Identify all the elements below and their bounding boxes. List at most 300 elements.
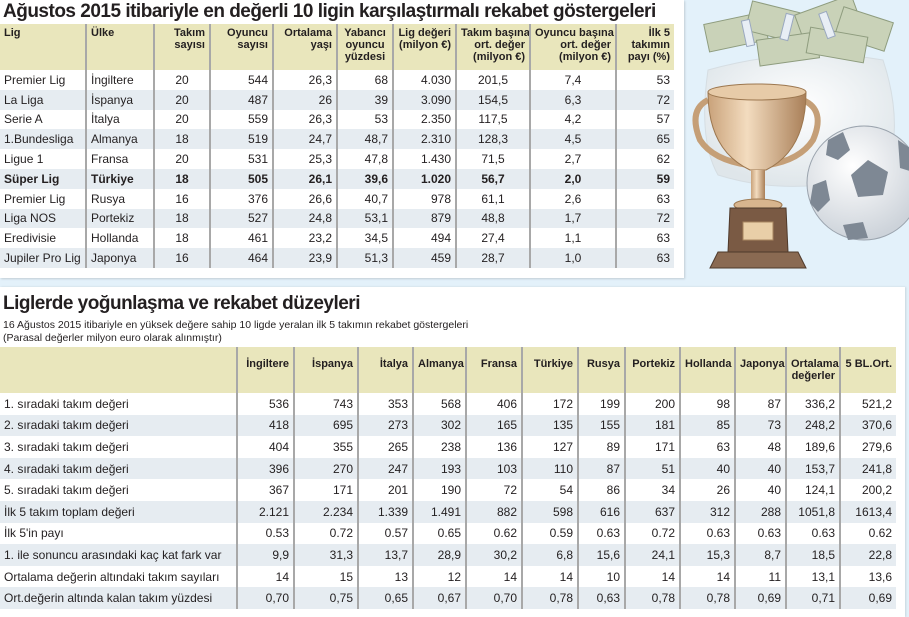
value-cell: 4,2 [530,110,616,130]
value-cell: 25,3 [273,149,337,169]
table-row [0,149,674,169]
value-cell: 39 [337,90,393,110]
table-row [0,566,896,588]
table-row [0,523,896,545]
value-cell: 494 [393,228,456,248]
value-cell: 26,3 [273,110,337,130]
value-cell: 0.63 [680,523,735,545]
value-cell: 0.62 [840,523,896,545]
header-line: değerler [791,370,835,382]
value-cell: 544 [210,70,273,90]
value-cell: 27,4 [456,228,530,248]
header-line: İtalya [379,358,408,370]
value-cell: 34,5 [337,228,393,248]
league-name-cell: Eredivisie [4,231,57,246]
value-cell: 63 [616,189,674,209]
value-cell: 376 [210,189,273,209]
value-cell: 461 [210,228,273,248]
league-name-cell: Premier Lig [4,191,66,206]
value-cell: 2,7 [530,149,616,169]
value-cell: 51,3 [337,248,393,268]
header-line: (milyon €) [559,51,611,63]
value-cell: 117,5 [456,110,530,130]
value-cell: 598 [522,501,578,523]
value-cell: 616 [578,501,625,523]
value-cell: 53 [337,110,393,130]
value-cell: 370,6 [840,415,896,437]
value-cell: 124,1 [786,479,840,501]
table-row [0,587,896,609]
value-cell: 2.121 [237,501,294,523]
value-cell: 22,8 [840,544,896,566]
value-cell: 0.62 [466,523,522,545]
metric-label-cell: 1. sıradaki takım değeri [4,396,129,411]
league-comparison-title: Ağustos 2015 itibariyle en değerli 10 ligin karşılaştırmalı rekabet göstergeleri [3,1,656,22]
value-cell: 0.65 [413,523,466,545]
value-cell: 273 [358,415,413,437]
value-cell: 48,7 [337,129,393,149]
header-line: Lig [4,27,21,39]
value-cell: 637 [625,501,680,523]
table-row [0,458,896,480]
concentration-subtitle: 16 Ağustos 2015 itibariyle en yüksek değere sahip 10 ligde yeralan ilk 5 takımın rekabet göstergeleri [3,319,469,331]
metric-label-cell: 3. sıradaki takım değeri [4,439,129,454]
table-header-row [0,347,896,393]
value-cell: 536 [237,393,294,415]
table-row [0,479,896,501]
value-cell: 312 [680,501,735,523]
value-cell: 63 [680,436,735,458]
value-cell: 18 [154,129,210,149]
header-line: oyuncu [345,39,385,51]
value-cell: 47,8 [337,149,393,169]
header-line: Rusya [586,358,620,370]
value-cell: 7,4 [530,70,616,90]
value-cell: 18 [154,228,210,248]
value-cell: 18 [154,169,210,189]
col-header [840,347,896,393]
value-cell: 1.339 [358,501,413,523]
value-cell: 559 [210,110,273,130]
concentration-table [0,347,896,609]
value-cell: 0,78 [680,587,735,609]
value-cell: 0,75 [294,587,358,609]
concentration-panel [0,287,905,617]
value-cell: 3.090 [393,90,456,110]
value-cell: 72 [466,479,522,501]
header-line: Hollanda [685,358,732,370]
value-cell: 2.350 [393,110,456,130]
header-line: İngiltere [246,358,289,370]
league-name-cell: Jupiler Pro Lig [0,248,86,268]
illustration [688,0,909,285]
value-cell: 13,1 [786,566,840,588]
header-line: İspanya [312,358,353,370]
value-cell: 459 [393,248,456,268]
value-cell: 98 [680,393,735,415]
table-row [0,544,896,566]
value-cell: 13 [358,566,413,588]
value-cell: 404 [237,436,294,458]
value-cell: 40 [680,458,735,480]
header-line: Oyuncu [227,27,268,39]
table-row [0,436,896,458]
value-cell: 24,7 [273,129,337,149]
value-cell: 39,6 [337,169,393,189]
header-line: Japonya [740,358,785,370]
value-cell: 48 [735,436,786,458]
value-cell: 238 [413,436,466,458]
league-comparison-table [0,24,674,268]
value-cell: 127 [522,436,578,458]
value-cell: 527 [210,209,273,229]
table-row [0,415,896,437]
header-line: Lig değeri [398,27,451,39]
value-cell: 0,70 [466,587,522,609]
value-cell: 302 [413,415,466,437]
col-header [337,24,393,70]
value-cell: 2,0 [530,169,616,189]
value-cell: 0.59 [522,523,578,545]
country-cell: İspanya [86,90,154,110]
header-line: Portekiz [632,358,675,370]
value-cell: 53,1 [337,209,393,229]
value-cell: 1.020 [393,169,456,189]
value-cell: 0,78 [522,587,578,609]
value-cell: 743 [294,393,358,415]
value-cell: 199 [578,393,625,415]
header-line: payı (%) [627,51,670,63]
col-header [86,24,154,70]
table-row [0,248,674,268]
table-row [0,129,674,149]
value-cell: 86 [578,479,625,501]
value-cell: 20 [154,110,210,130]
country-cell: İngiltere [86,70,154,90]
value-cell: 200,2 [840,479,896,501]
value-cell: 20 [154,90,210,110]
col-header [0,24,86,70]
value-cell: 0,71 [786,587,840,609]
value-cell: 0.72 [625,523,680,545]
value-cell: 89 [578,436,625,458]
table-row [0,110,674,130]
col-header [294,347,358,393]
col-header [616,24,674,70]
value-cell: 128,3 [456,129,530,149]
value-cell: 48,8 [456,209,530,229]
value-cell: 355 [294,436,358,458]
value-cell: 0,70 [237,587,294,609]
value-cell: 59 [616,169,674,189]
value-cell: 15,3 [680,544,735,566]
value-cell: 568 [413,393,466,415]
value-cell: 20 [154,149,210,169]
value-cell: 14 [522,566,578,588]
value-cell: 265 [358,436,413,458]
value-cell: 16 [154,248,210,268]
value-cell: 189,6 [786,436,840,458]
value-cell: 4.030 [393,70,456,90]
value-cell: 53 [616,70,674,90]
value-cell: 190 [413,479,466,501]
header-line: ort. değer [560,39,611,51]
header-line: Fransa [480,358,517,370]
value-cell: 201 [358,479,413,501]
col-header [735,347,786,393]
value-cell: 1,7 [530,209,616,229]
value-cell: 28,7 [456,248,530,268]
value-cell: 87 [578,458,625,480]
header-line: Ülke [91,27,115,39]
value-cell: 0,69 [840,587,896,609]
country-cell: İtalya [86,110,154,130]
league-comparison-panel [0,0,684,278]
value-cell: 135 [522,415,578,437]
table-row [0,90,674,110]
value-cell: 978 [393,189,456,209]
col-header [413,347,466,393]
header-line: Yabancı [344,27,386,39]
col-header [625,347,680,393]
metric-label-cell: İlk 5'in payı [4,526,64,541]
value-cell: 24,1 [625,544,680,566]
value-cell: 26,6 [273,189,337,209]
table-row [0,70,674,90]
value-cell: 11 [735,566,786,588]
value-cell: 0,78 [625,587,680,609]
value-cell: 23,2 [273,228,337,248]
header-line: Takım [174,27,205,39]
row-label-header [0,347,237,393]
table-row [0,209,674,229]
value-cell: 110 [522,458,578,480]
header-line: Takım başına [461,27,530,39]
league-name-cell: Serie A [4,112,43,127]
value-cell: 1,1 [530,228,616,248]
value-cell: 487 [210,90,273,110]
header-line: sayısı [174,39,205,51]
col-header [456,24,530,70]
value-cell: 0.63 [578,523,625,545]
value-cell: 0,65 [358,587,413,609]
value-cell: 54 [522,479,578,501]
value-cell: 0.57 [358,523,413,545]
header-line: Almanya [418,358,464,370]
value-cell: 16 [154,189,210,209]
header-line: Türkiye [533,358,573,370]
value-cell: 879 [393,209,456,229]
value-cell: 0.53 [237,523,294,545]
value-cell: 18 [154,209,210,229]
value-cell: 1.491 [413,501,466,523]
table-row [0,189,674,209]
metric-label-cell: 1. ile sonuncu arasındaki kaç kat fark var [0,544,237,566]
value-cell: 165 [466,415,522,437]
value-cell: 154,5 [456,90,530,110]
value-cell: 23,9 [273,248,337,268]
value-cell: 172 [522,393,578,415]
header-line: sayısı [237,39,268,51]
table-row [0,228,674,248]
col-header [273,24,337,70]
concentration-note: (Parasal değerler milyon euro olarak alınmıştır) [3,332,222,344]
header-line: (milyon €) [399,39,451,51]
value-cell: 882 [466,501,522,523]
value-cell: 15,6 [578,544,625,566]
table-row [0,169,674,189]
money-trophy-ball-illustration [688,0,909,285]
value-cell: 26,3 [273,70,337,90]
metric-label-cell: 4. sıradaki takım değeri [0,458,237,480]
value-cell: 57 [616,110,674,130]
value-cell: 62 [616,149,674,169]
value-cell: 519 [210,129,273,149]
value-cell: 13,7 [358,544,413,566]
value-cell: 353 [358,393,413,415]
value-cell: 531 [210,149,273,169]
value-cell: 505 [210,169,273,189]
value-cell: 15 [294,566,358,588]
value-cell: 14 [625,566,680,588]
header-line: ort. değer [474,39,525,51]
value-cell: 153,7 [786,458,840,480]
value-cell: 0.72 [294,523,358,545]
value-cell: 241,8 [840,458,896,480]
header-line: 5 BL.Ort. [845,358,892,370]
value-cell: 270 [294,458,358,480]
value-cell: 201,5 [456,70,530,90]
value-cell: 1,0 [530,248,616,268]
league-name-cell: Liga NOS [0,209,86,229]
col-header [466,347,522,393]
country-cell: Fransa [86,149,154,169]
value-cell: 34 [625,479,680,501]
value-cell: 0,69 [735,587,786,609]
value-cell: 72 [616,209,674,229]
table-header-row [0,24,674,70]
value-cell: 695 [294,415,358,437]
header-line: Oyuncu başına [535,27,614,39]
value-cell: 8,7 [735,544,786,566]
value-cell: 171 [625,436,680,458]
value-cell: 14 [680,566,735,588]
value-cell: 9,9 [237,544,294,566]
value-cell: 0,63 [578,587,625,609]
country-cell: Hollanda [86,228,154,248]
value-cell: 40 [735,479,786,501]
value-cell: 1.430 [393,149,456,169]
table-row [0,393,896,415]
value-cell: 72 [616,90,674,110]
value-cell: 61,1 [456,189,530,209]
metric-label-cell: Ortalama değerin altındaki takım sayıları [4,569,220,584]
header-line: İlk 5 [648,27,670,39]
col-header [210,24,273,70]
value-cell: 20 [154,70,210,90]
country-cell: Rusya [86,189,154,209]
value-cell: 464 [210,248,273,268]
value-cell: 68 [337,70,393,90]
value-cell: 247 [358,458,413,480]
header-line: Ortalama [791,358,839,370]
col-header [393,24,456,70]
value-cell: 418 [237,415,294,437]
value-cell: 31,3 [294,544,358,566]
value-cell: 396 [237,458,294,480]
value-cell: 28,9 [413,544,466,566]
col-header [530,24,616,70]
table-row [0,501,896,523]
value-cell: 30,2 [466,544,522,566]
col-header [154,24,210,70]
value-cell: 63 [616,228,674,248]
header-line: Ortalama [284,27,332,39]
value-cell: 73 [735,415,786,437]
value-cell: 4,5 [530,129,616,149]
value-cell: 336,2 [786,393,840,415]
value-cell: 367 [237,479,294,501]
col-header [786,347,840,393]
country-cell: Türkiye [86,169,154,189]
league-name-cell: Ligue 1 [4,152,44,167]
value-cell: 26,1 [273,169,337,189]
col-header [578,347,625,393]
col-header [522,347,578,393]
value-cell: 103 [466,458,522,480]
value-cell: 406 [466,393,522,415]
header-line: yaşı [310,39,332,51]
value-cell: 2.234 [294,501,358,523]
header-line: (milyon €) [473,51,525,63]
header-line: takımın [631,39,670,51]
col-header [680,347,735,393]
value-cell: 0.63 [735,523,786,545]
col-header [237,347,294,393]
value-cell: 14 [466,566,522,588]
concentration-title: Liglerde yoğunlaşma ve rekabet düzeyleri [3,293,360,314]
value-cell: 71,5 [456,149,530,169]
value-cell: 193 [413,458,466,480]
value-cell: 181 [625,415,680,437]
value-cell: 26 [273,90,337,110]
metric-label-cell: 2. sıradaki takım değeri [0,415,237,437]
value-cell: 85 [680,415,735,437]
value-cell: 12 [413,566,466,588]
metric-label-cell: 5. sıradaki takım değeri [4,483,129,498]
value-cell: 40 [735,458,786,480]
league-name-cell: La Liga [0,90,86,110]
value-cell: 6,3 [530,90,616,110]
value-cell: 171 [294,479,358,501]
value-cell: 1613,4 [840,501,896,523]
league-name-cell: Süper Lig [0,169,86,189]
value-cell: 248,2 [786,415,840,437]
value-cell: 87 [735,393,786,415]
value-cell: 65 [616,129,674,149]
value-cell: 18,5 [786,544,840,566]
value-cell: 10 [578,566,625,588]
value-cell: 0.63 [786,523,840,545]
value-cell: 521,2 [840,393,896,415]
value-cell: 2.310 [393,129,456,149]
country-cell: Portekiz [86,209,154,229]
metric-label-cell: İlk 5 takım toplam değeri [0,501,237,523]
value-cell: 56,7 [456,169,530,189]
value-cell: 155 [578,415,625,437]
value-cell: 13,6 [840,566,896,588]
country-cell: Japonya [86,248,154,268]
